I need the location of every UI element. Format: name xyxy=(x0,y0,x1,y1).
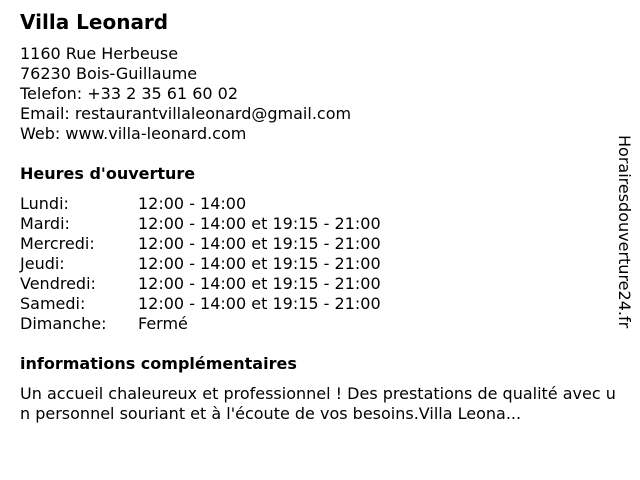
time-value: 12:00 - 14:00 et 19:15 - 21:00 xyxy=(138,234,381,253)
web-line: Web: www.villa-leonard.com xyxy=(20,124,247,143)
site-watermark: Horairesdouverture24.fr xyxy=(615,135,634,329)
day-label: Mercredi: xyxy=(20,234,95,253)
address-city: 76230 Bois-Guillaume xyxy=(20,64,198,83)
phone-line: Telefon: +33 2 35 61 60 02 xyxy=(20,84,239,103)
business-card xyxy=(20,10,616,424)
address-street: 1160 Rue Herbeuse xyxy=(20,44,179,63)
day-label: Jeudi: xyxy=(20,254,65,273)
time-value: Fermé xyxy=(138,314,188,333)
day-label: Lundi: xyxy=(20,194,69,213)
hours-heading: Heures d'ouverture xyxy=(20,164,196,183)
hours-row xyxy=(20,194,610,214)
day-label: Mardi: xyxy=(20,214,70,233)
day-label: Samedi: xyxy=(20,294,86,313)
hours-row xyxy=(20,274,610,294)
info-description: Un accueil chaleureux et professionnel ! Des prestations de qualité avec un personnel souriant et à l'écoute de vos besoins.Villa Leona... xyxy=(20,384,616,423)
hours-row xyxy=(20,234,610,254)
business-name: Villa Leonard xyxy=(20,10,169,34)
info-heading: informations complémentaires xyxy=(20,354,297,373)
hours-table xyxy=(20,194,610,334)
hours-row xyxy=(20,314,610,334)
time-value: 12:00 - 14:00 et 19:15 - 21:00 xyxy=(138,274,381,293)
time-value: 12:00 - 14:00 et 19:15 - 21:00 xyxy=(138,294,381,313)
hours-row xyxy=(20,294,610,314)
email-line: Email: restaurantvillaleonard@gmail.com xyxy=(20,104,352,123)
time-value: 12:00 - 14:00 xyxy=(138,194,247,213)
hours-row xyxy=(20,254,610,274)
hours-row xyxy=(20,214,610,234)
day-label: Vendredi: xyxy=(20,274,96,293)
time-value: 12:00 - 14:00 et 19:15 - 21:00 xyxy=(138,254,381,273)
day-label: Dimanche: xyxy=(20,314,107,333)
time-value: 12:00 - 14:00 et 19:15 - 21:00 xyxy=(138,214,381,233)
